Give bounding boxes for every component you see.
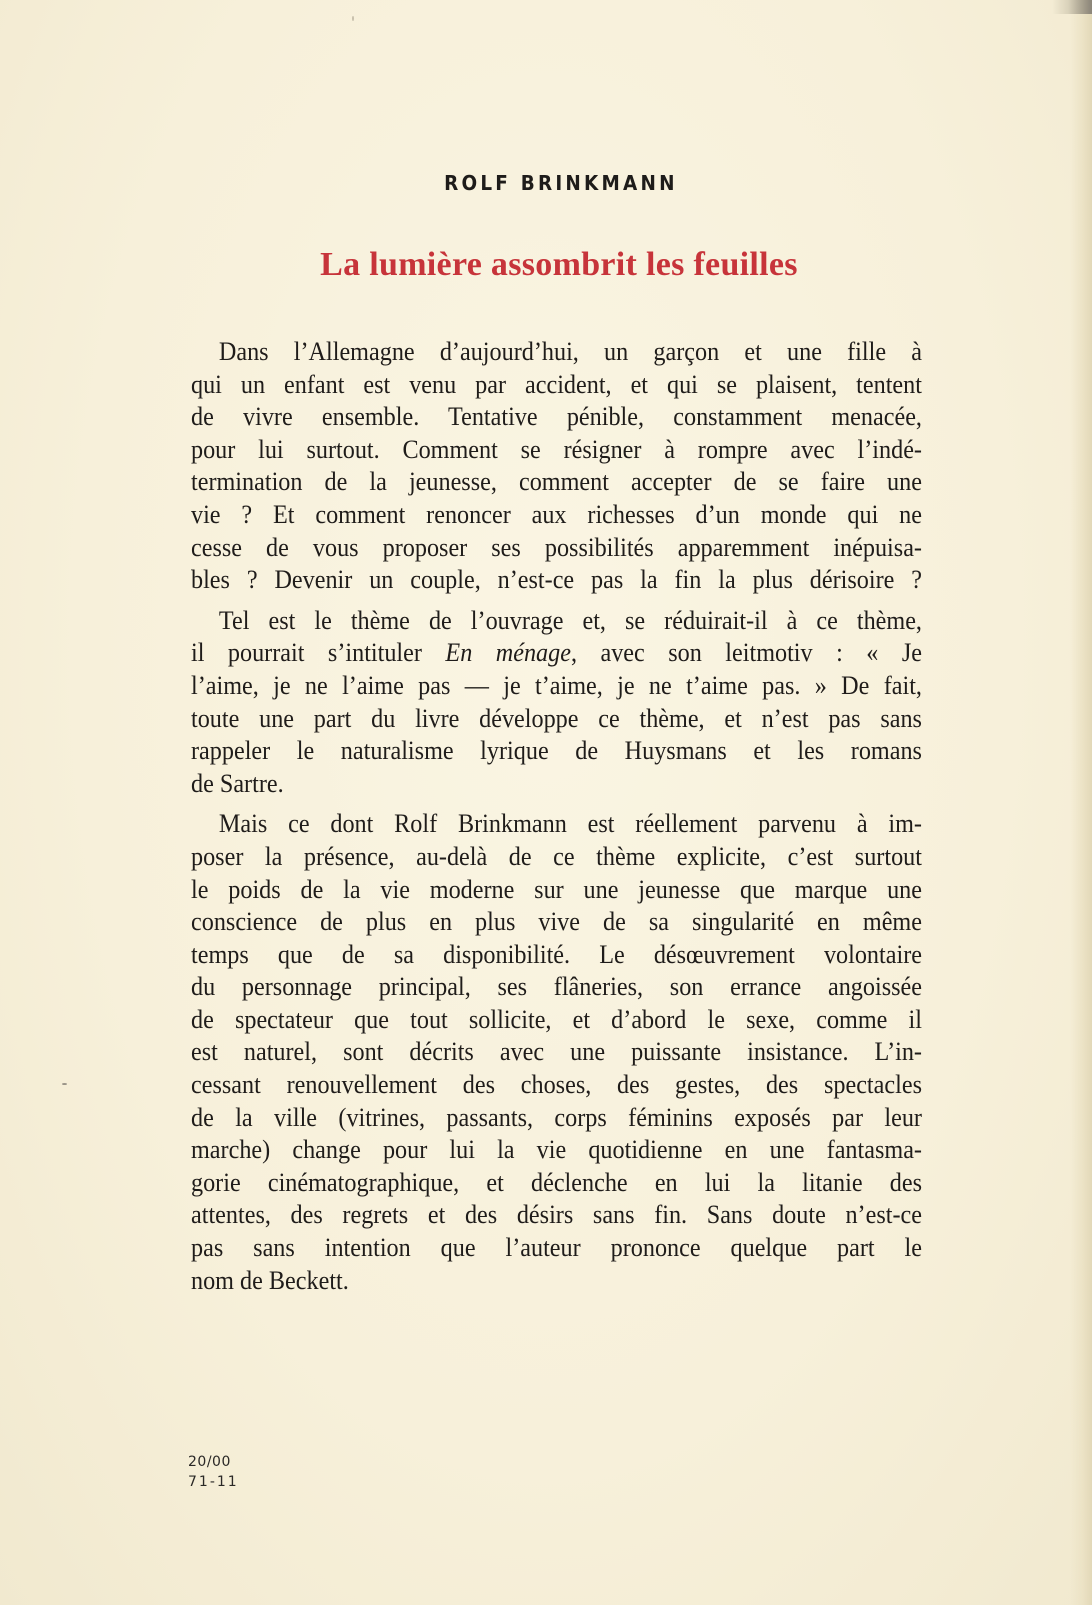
book-title-text: La lumière assombrit les feuilles bbox=[320, 246, 798, 283]
text-line: Tel est le thème de l’ouvrage et, se réduirait-il à ce thème, bbox=[218, 605, 922, 635]
paper-speck bbox=[352, 16, 354, 21]
text-line: cessant renouvellement des choses, des gestes, des spectacles bbox=[191, 1070, 922, 1100]
text-line: est naturel, sont décrits avec une puissante insistance. L’in- bbox=[191, 1037, 922, 1067]
text-line: termination de la jeunesse, comment accepter de se faire une bbox=[191, 467, 922, 497]
blurb-paragraph-1 bbox=[191, 336, 921, 597]
blurb-paragraph-3 bbox=[191, 808, 921, 1297]
text-line: cesse de vous proposer ses possibilités apparemment inépuisa- bbox=[191, 532, 922, 562]
text-line: rappeler le naturalisme lyrique de Huysmans et les romans bbox=[191, 736, 922, 766]
text-line: de la ville (vitrines, passants, corps féminins exposés par leur bbox=[191, 1102, 922, 1132]
text-line: pas sans intention que l’auteur prononce quelque part le bbox=[191, 1233, 922, 1263]
text-line: Mais ce dont Rolf Brinkmann est réellement parvenu à im- bbox=[218, 809, 922, 839]
text-line: bles ? Devenir un couple, n’est-ce pas la fin la plus dérisoire ? bbox=[191, 565, 922, 595]
text-line-with-italic bbox=[191, 637, 922, 670]
text-line: vie ? Et comment renoncer aux richesses d’un monde qui ne bbox=[191, 499, 922, 529]
italic-title-en-menage: En ménage bbox=[445, 638, 571, 668]
text-line: du personnage principal, ses flâneries, son errance angoissée bbox=[191, 972, 922, 1002]
text-segment: il pourrait s’intituler bbox=[191, 638, 422, 668]
price-code: 20/00 bbox=[188, 1454, 231, 1470]
text-line: conscience de plus en plus vive de sa singularité en même bbox=[191, 907, 922, 937]
text-line: toute une part du livre développe ce thème, et n’est pas sans bbox=[191, 703, 922, 733]
catalog-code: 71-11 bbox=[188, 1474, 239, 1490]
text-line: temps que de sa disponibilité. Le désœuvrement volontaire bbox=[191, 939, 922, 969]
text-line: pour lui surtout. Comment se résigner à rompre avec l’indé- bbox=[191, 434, 922, 464]
text-line: poser la présence, au-delà de ce thème explicite, c’est surtout bbox=[191, 841, 922, 871]
text-line: de spectateur que tout sollicite, et d’abord le sexe, comme il bbox=[191, 1004, 922, 1034]
text-line: attentes, des regrets et des désirs sans fin. Sans doute n’est-ce bbox=[191, 1200, 922, 1230]
paper-speck bbox=[62, 1083, 67, 1085]
author-name bbox=[45, 171, 1050, 195]
text-line: de Sartre. bbox=[191, 768, 284, 798]
text-line: nom de Beckett. bbox=[191, 1265, 349, 1295]
text-line: de vivre ensemble. Tentative pénible, constamment menacée, bbox=[191, 402, 922, 432]
text-line: marche) change pour lui la vie quotidienne en une fantasma- bbox=[191, 1135, 922, 1165]
text-line: qui un enfant est venu par accident, et qui se plaisent, tentent bbox=[191, 369, 922, 399]
page-corner-wear bbox=[1052, 0, 1092, 14]
blurb bbox=[191, 336, 921, 1297]
text-line: le poids de la vie moderne sur une jeunesse que marque une bbox=[191, 874, 922, 904]
text-line: gorie cinématographique, et déclenche en lui la litanie des bbox=[191, 1167, 922, 1197]
book-title bbox=[0, 246, 1092, 284]
blurb-paragraph-2 bbox=[191, 605, 921, 801]
page-edge-shadow bbox=[1070, 0, 1092, 1605]
text-line: l’aime, je ne l’aime pas — je t’aime, je ne t’aime pas. » De fait, bbox=[191, 670, 922, 700]
author-name-text: ROLF BRINKMANN bbox=[444, 171, 678, 195]
text-segment: , avec son leitmotiv : « Je bbox=[570, 638, 922, 668]
text-line: Dans l’Allemagne d’aujourd’hui, un garçon et une fille à bbox=[218, 337, 922, 366]
